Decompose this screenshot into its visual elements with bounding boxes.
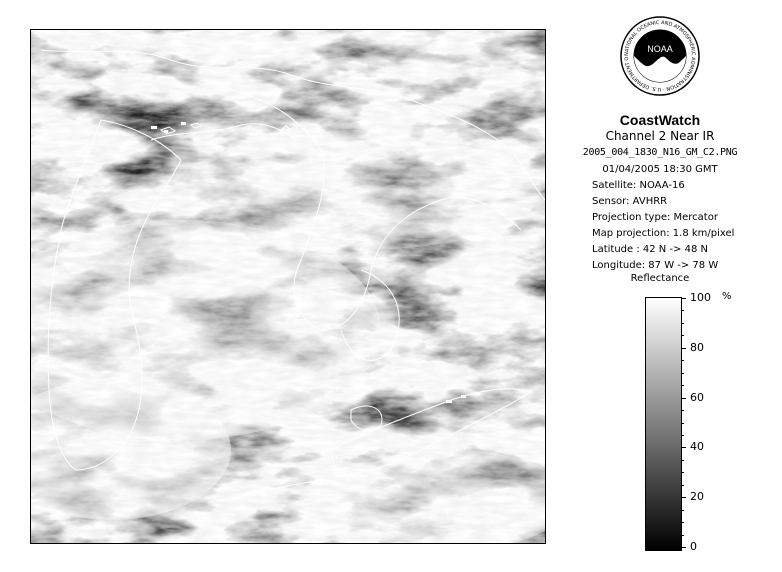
channel-label: Channel 2 Near IR [605,129,715,143]
colorbar-tick-label: 60 [690,390,704,404]
colorbar-tick-label: 100 [690,291,711,304]
colorbar-minor-tick [682,423,684,424]
colorbar-minor-tick [682,510,684,511]
satellite-image-map [30,29,546,544]
colorbar-tick-label: 40 [690,440,704,454]
colorbar-tick-label: 0 [690,540,697,553]
colorbar-tick [682,447,686,448]
colorbar-tick [682,497,686,498]
colorbar-minor-tick [682,323,684,324]
reflectance-colorbar [645,297,682,551]
colorbar-tick [682,298,686,299]
colorbar-minor-tick [682,410,684,411]
filename-label: 2005_004_1830_N16_GM_C2.PNG [582,147,738,158]
colorbar-minor-tick [682,522,684,523]
colorbar-minor-tick [682,385,684,386]
projection-type-label: Projection type: Mercator [592,212,718,223]
colorbar-minor-tick [682,435,684,436]
datetime-label: 01/04/2005 18:30 GMT [602,164,718,175]
colorbar-tick-label: 20 [690,490,704,504]
logo-center-text: NOAA [647,44,673,54]
colorbar-tick [682,348,686,349]
map-projection-label: Map projection: 1.8 km/pixel [592,228,735,239]
colorbar-minor-tick [682,535,684,536]
colorbar-minor-tick [682,460,684,461]
colorbar-minor-tick [682,373,684,374]
colorbar-title: Reflectance [630,273,690,284]
noaa-logo [620,16,700,96]
colorbar-unit: % [722,291,732,302]
colorbar-minor-tick [682,335,684,336]
logo-ring-text: NATIONAL OCEANIC AND ATMOSPHERIC ADMINISTRATION · U.S. DEPARTMENT O [623,19,697,93]
latitude-label: Latitude : 42 N -> 48 N [592,244,708,255]
colorbar-tick [682,547,686,548]
colorbar-tick [682,398,686,399]
product-title: CoastWatch [619,112,701,128]
colorbar-tick-label: 80 [690,340,704,354]
satellite-label: Satellite: NOAA-16 [592,180,685,191]
reflectance-image [31,30,545,543]
colorbar-minor-tick [682,360,684,361]
longitude-label: Longitude: 87 W -> 78 W [592,260,719,271]
colorbar-minor-tick [682,485,684,486]
sensor-label: Sensor: AVHRR [592,196,668,207]
colorbar-minor-tick [682,472,684,473]
colorbar-minor-tick [682,310,684,311]
